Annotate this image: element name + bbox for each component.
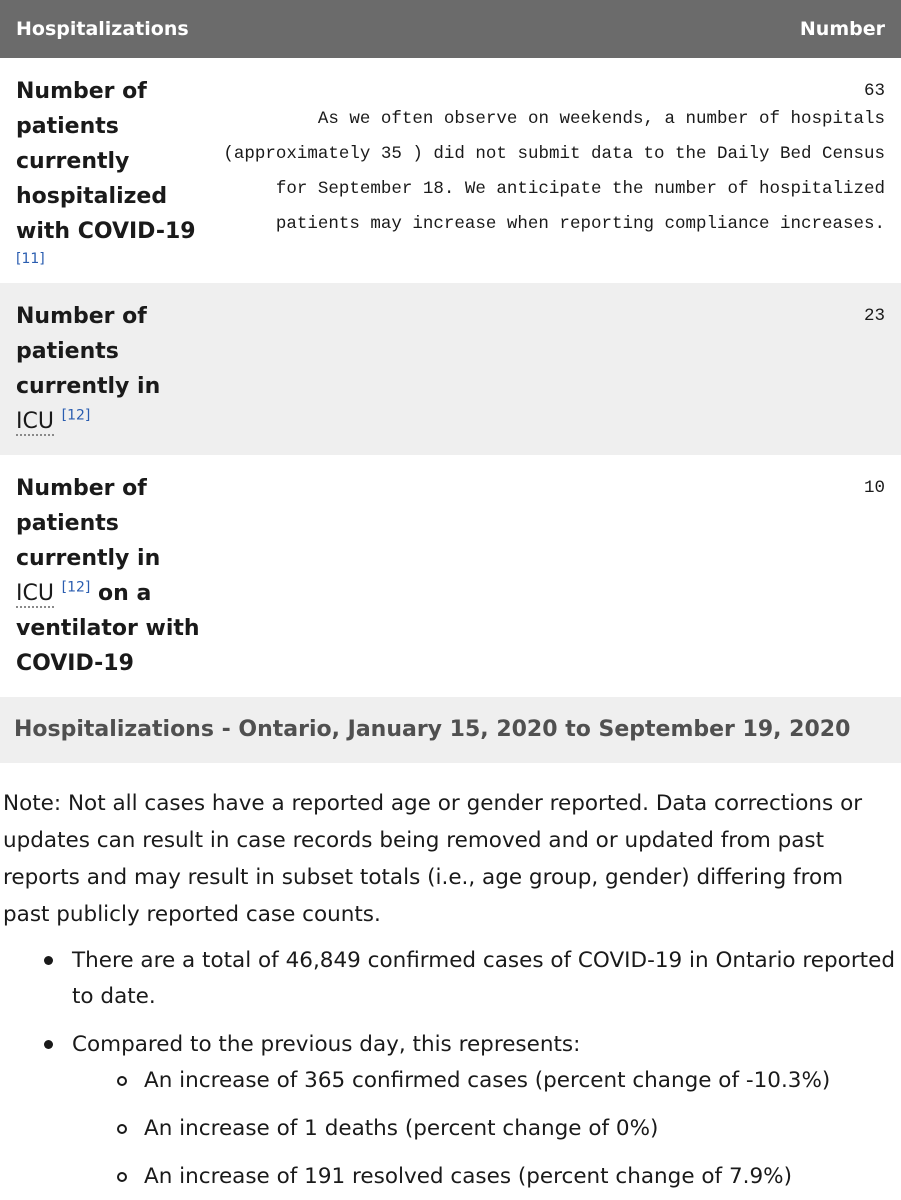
list-item-text: Compared to the previous day, this represents:: [72, 1032, 581, 1057]
table-header-row: [0, 0, 901, 58]
value-number: 23: [863, 306, 885, 326]
note-paragraph: Note: Not all cases have a reported age or gender reported. Data corrections or updates can result in case records being removed and or updated from past reports and may result in subset totals (i.e., age group, gender) differing from past publicly reported case counts.: [3, 791, 863, 927]
row-label-text: on a ventilator with COVID-19: [16, 581, 200, 676]
table-caption: Hospitalizations - Ontario, January 15, 2020 to September 19, 2020: [0, 697, 901, 763]
sub-list-item: An increase of 191 resolved cases (percent change of 7.9%): [144, 1159, 895, 1195]
list-item-text: There are a total of 46,849 confirmed cases of COVID-19 in Ontario reported to date.: [72, 948, 895, 1009]
footnote-link-11[interactable]: [11]: [16, 251, 45, 267]
sub-list-item: An increase of 365 confirmed cases (percent change of -10.3%): [144, 1063, 895, 1099]
footnote-link-12[interactable]: [12]: [61, 407, 91, 424]
row-label-text: Number of patients currently in: [16, 304, 161, 399]
row-label-hospitalized: [0, 58, 205, 283]
summary-list: [0, 943, 901, 1195]
list-item: [72, 943, 895, 1015]
value-number: 63: [863, 81, 885, 101]
table-row: [0, 283, 901, 455]
header-number: Number: [205, 0, 901, 58]
value-number: 10: [863, 478, 885, 498]
row-label-text: Number of patients currently in: [16, 476, 161, 571]
data-note: As we often observe on weekends, a number of hospitals (approximately 35 ) did not submit data to the Daily Bed Census for September 18. We anticipate the number of hospitalized patients may increase when reporting compliance increases.: [223, 109, 885, 234]
table-row: [0, 58, 901, 283]
row-label-icu: [0, 283, 205, 455]
list-item: [72, 1027, 895, 1195]
icu-abbreviation[interactable]: ICU: [16, 409, 54, 434]
row-label-text: Number of patients currently hospitalized with COVID-19: [16, 79, 196, 244]
sub-list-item: An increase of 1 deaths (percent change of 0%): [144, 1111, 895, 1147]
row-label-ventilator: [0, 455, 205, 697]
change-list: [72, 1063, 895, 1195]
header-hospitalizations: Hospitalizations: [0, 0, 205, 58]
row-value-ventilator: [205, 455, 901, 697]
footnote-link-12[interactable]: [12]: [61, 579, 91, 596]
row-value-icu: [205, 283, 901, 455]
row-value-hospitalized: [205, 58, 901, 283]
table-row: [0, 455, 901, 697]
icu-abbreviation[interactable]: ICU: [16, 581, 54, 606]
